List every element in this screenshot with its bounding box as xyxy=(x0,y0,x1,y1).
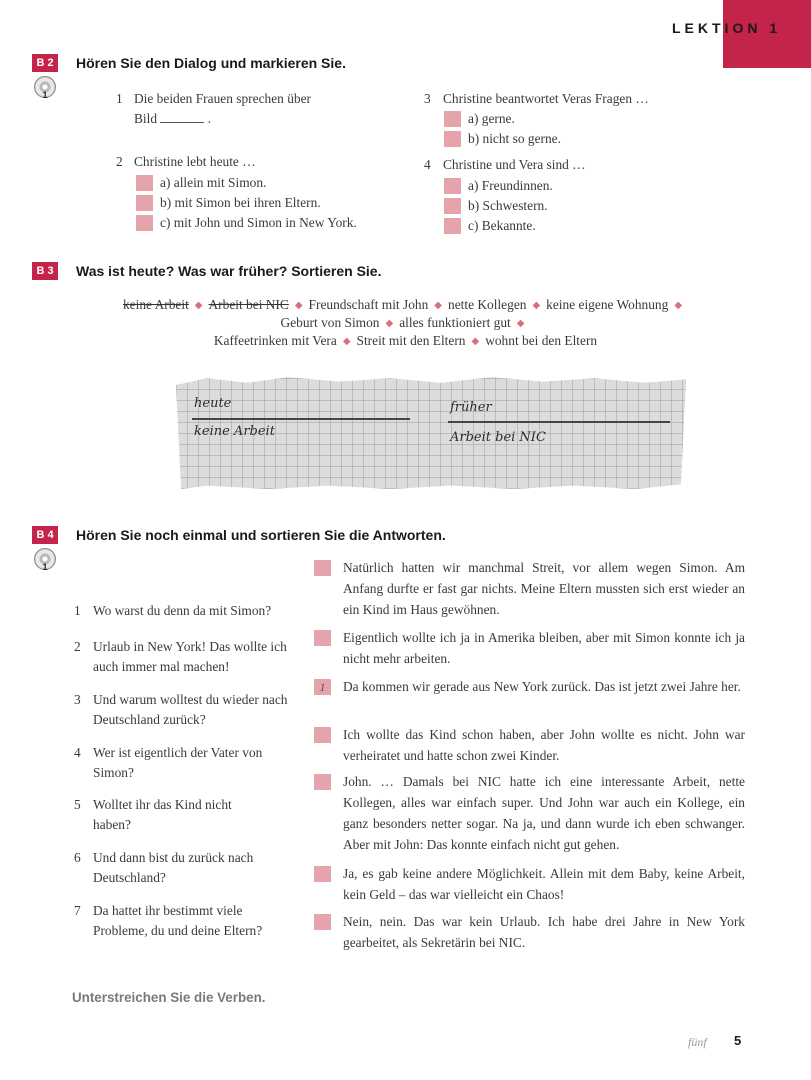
question-number: 7 xyxy=(74,903,81,918)
word-bank-line-2 xyxy=(0,314,811,333)
q3-number: 3 xyxy=(424,91,431,106)
q1-number: 1 xyxy=(116,91,123,106)
q2-option-b: b) mit Simon bei ihren Eltern. xyxy=(160,195,321,210)
q2-stem: Christine lebt heute … xyxy=(134,154,256,169)
question-text: Da hattet ihr bestimmt viele Probleme, du und deine Eltern? xyxy=(93,903,263,938)
answer-order-box[interactable] xyxy=(314,560,331,576)
note-entry-heute: keine Arbeit xyxy=(194,424,275,439)
note-heading-frueher: früher xyxy=(450,400,492,415)
question-number: 2 xyxy=(74,639,81,654)
word-chip: wohnt bei den Eltern xyxy=(485,333,598,348)
question-text: Wo warst du denn da mit Simon? xyxy=(93,603,272,618)
q1-period: . xyxy=(207,111,212,126)
question-number: 1 xyxy=(74,603,81,618)
question-number: 6 xyxy=(74,850,81,865)
diamond-separator: ◆ xyxy=(674,300,683,311)
diamond-separator: ◆ xyxy=(516,318,525,329)
answer-order-box[interactable] xyxy=(314,866,331,882)
answer-order-box[interactable]: 1 xyxy=(314,679,331,695)
exercise-title-b3: Was ist heute? Was war früher? Sortieren Sie. xyxy=(76,263,382,279)
checkbox-q2c[interactable] xyxy=(136,215,153,231)
diamond-separator: ◆ xyxy=(385,318,394,329)
answer-text: Ja, es gab keine andere Möglichkeit. Allein mit dem Baby, keine Arbeit, kein Geld – das war vielleicht ein Chaos! xyxy=(343,866,745,902)
task-instruction: Unterstreichen Sie die Verben. xyxy=(72,990,266,1005)
question-text: Und dann bist du zurück nach Deutschland? xyxy=(93,850,254,885)
q2-option-c: c) mit John und Simon in New York. xyxy=(160,215,357,230)
word-chip: Geburt von Simon xyxy=(280,315,380,330)
question-number: 5 xyxy=(74,797,81,812)
word-bank-line-3 xyxy=(0,332,811,351)
answer-text: Ich wollte das Kind schon haben, aber John wollte es nicht. John war verheiratet und hatte schon zwei Kinder. xyxy=(343,727,745,763)
diamond-separator: ◆ xyxy=(294,300,303,311)
question-text: Wer ist eigentlich der Vater von Simon? xyxy=(93,745,263,780)
note-heading-heute: heute xyxy=(194,396,232,411)
q3-option-a: a) gerne. xyxy=(468,111,515,126)
page-number: 5 xyxy=(734,1033,742,1048)
question-text: Wolltet ihr das Kind nicht haben? xyxy=(93,797,232,832)
diamond-separator: ◆ xyxy=(342,336,351,347)
word-chip: Streit mit den Eltern xyxy=(356,333,466,348)
word-chip: keine Arbeit xyxy=(122,297,189,312)
word-chip: Kaffeetrinken mit Vera xyxy=(213,333,337,348)
exercise-tag-b4: B 4 xyxy=(32,526,58,544)
note-divider-right xyxy=(448,421,670,423)
q4-option-a: a) Freundinnen. xyxy=(468,178,553,193)
checkbox-q4c[interactable] xyxy=(444,218,461,234)
exercise-title-b2: Hören Sie den Dialog und markieren Sie. xyxy=(76,55,346,71)
lesson-number: 1 xyxy=(769,20,782,36)
page-word: fünf xyxy=(688,1035,707,1049)
note-entry-frueher: Arbeit bei NIC xyxy=(450,430,546,445)
q4-option-c: c) Bekannte. xyxy=(468,218,536,233)
checkbox-q4b[interactable] xyxy=(444,198,461,214)
checkbox-q4a[interactable] xyxy=(444,178,461,194)
answer-text: Eigentlich wollte ich ja in Amerika bleiben, aber mit Simon konnte ich ja nicht mehr arbeiten. xyxy=(343,630,745,666)
q1-blank-field[interactable] xyxy=(160,110,204,123)
word-chip: Arbeit bei NIC xyxy=(208,297,289,312)
checkbox-q2b[interactable] xyxy=(136,195,153,211)
answer-order-box[interactable] xyxy=(314,774,331,790)
answer-order-box[interactable] xyxy=(314,914,331,930)
answer-order-box[interactable] xyxy=(314,630,331,646)
diamond-separator: ◆ xyxy=(532,300,541,311)
word-chip: nette Kollegen xyxy=(448,297,527,312)
q4-stem: Christine und Vera sind … xyxy=(443,157,586,172)
exercise-title-b4: Hören Sie noch einmal und sortieren Sie die Antworten. xyxy=(76,527,446,543)
q2-number: 2 xyxy=(116,154,123,169)
question-number: 4 xyxy=(74,745,81,760)
exercise-tag-b3: B 3 xyxy=(32,262,58,280)
answer-text: Natürlich hatten wir manchmal Streit, vor allem wegen Simon. Am Anfang durfte er fast gar nichts. Meine Eltern mussten sich erst wieder an ein Kind im Haus gewöhnen. xyxy=(343,560,745,617)
question-text: Urlaub in New York! Das wollte ich auch immer mal machen! xyxy=(93,639,287,674)
note-divider-left xyxy=(192,418,410,420)
cd-track-number: 1 xyxy=(42,90,48,100)
answer-order-box[interactable] xyxy=(314,727,331,743)
q1-line2 xyxy=(134,109,211,129)
word-bank-line-1 xyxy=(0,296,811,315)
q3-stem: Christine beantwortet Veras Fragen … xyxy=(443,91,649,106)
diamond-separator: ◆ xyxy=(194,300,203,311)
question-text: Und warum wolltest du wieder nach Deutschland zurück? xyxy=(93,692,288,727)
exercise-tag-b2: B 2 xyxy=(32,54,58,72)
q2-option-a: a) allein mit Simon. xyxy=(160,175,267,190)
checkbox-q3a[interactable] xyxy=(444,111,461,127)
word-chip: Freundschaft mit John xyxy=(308,297,429,312)
q1-line1: Die beiden Frauen sprechen über xyxy=(134,91,311,106)
answer-text: Nein, nein. Das war kein Urlaub. Ich habe drei Jahre in New York gearbeitet, als Sekretärin bei NIC. xyxy=(343,914,745,950)
word-chip: alles funktioniert gut xyxy=(399,315,511,330)
diamond-separator: ◆ xyxy=(471,336,480,347)
q1-bild-label: Bild xyxy=(134,111,158,126)
checkbox-q2a[interactable] xyxy=(136,175,153,191)
lesson-label-text: LEKTION xyxy=(672,20,762,36)
q4-option-b: b) Schwestern. xyxy=(468,198,548,213)
word-chip: keine eigene Wohnung xyxy=(546,297,669,312)
checkbox-q3b[interactable] xyxy=(444,131,461,147)
q3-option-b: b) nicht so gerne. xyxy=(468,131,561,146)
answer-text: John. … Damals bei NIC hatte ich eine interessante Arbeit, nette Kollegen, alles war einfach super. Und John war auch ein Kollege, ein ganz besonders netter sogar. Na ja, und dann wurde ich eben schwanger. Aber mit John: Das konnte einfach nicht gut gehen. xyxy=(343,774,745,852)
question-number: 3 xyxy=(74,692,81,707)
diamond-separator: ◆ xyxy=(434,300,442,311)
lesson-label xyxy=(672,20,781,36)
cd-track-number: 1 xyxy=(42,562,48,572)
q4-number: 4 xyxy=(424,157,431,172)
answer-text: Da kommen wir gerade aus New York zurück. Das ist jetzt zwei Jahre her. xyxy=(343,679,741,694)
